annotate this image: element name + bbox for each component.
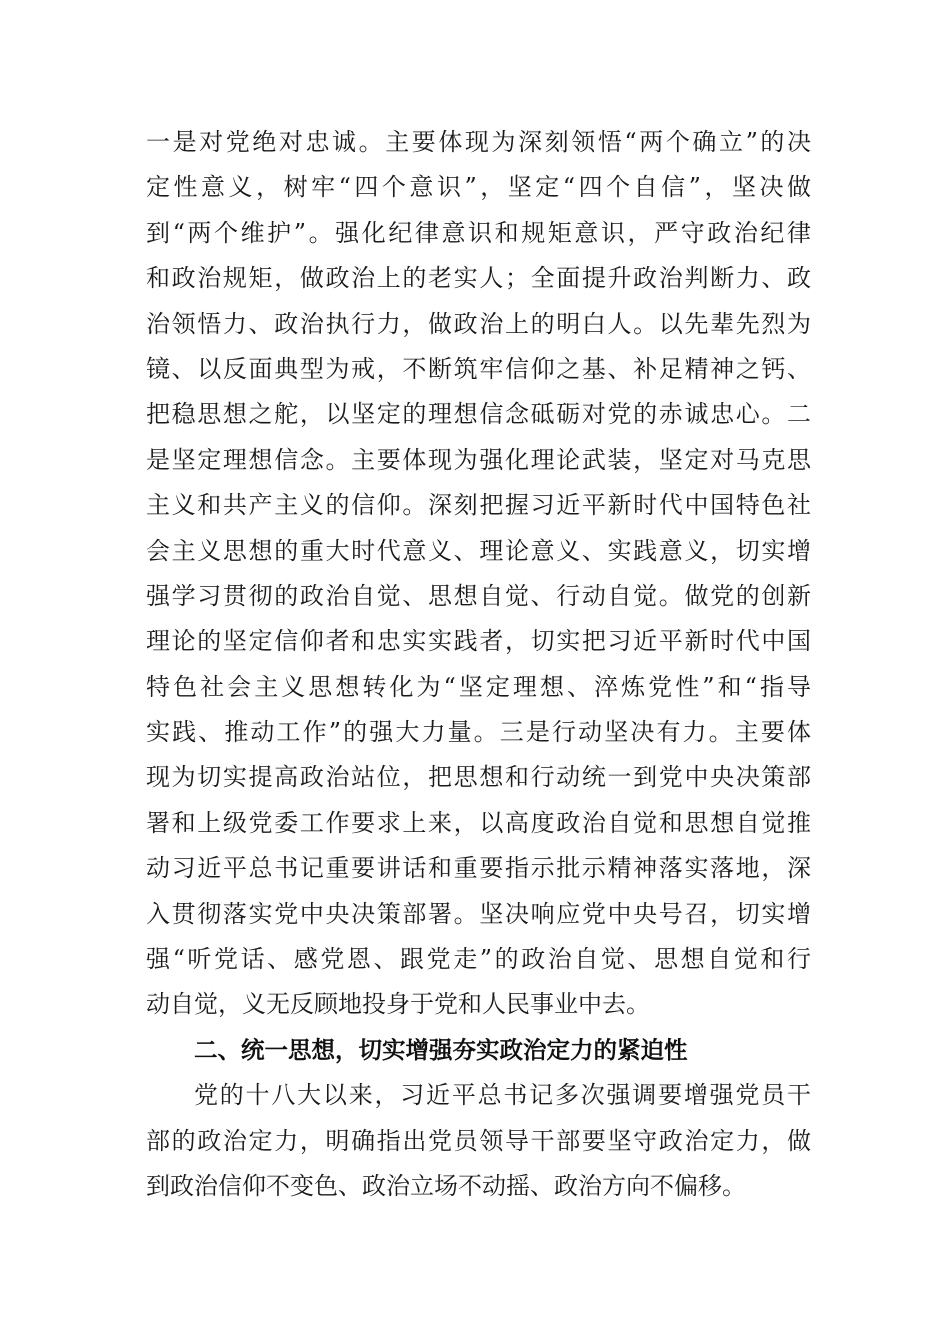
text-line: 署和上级党委工作要求上来，以高度政治自觉和思想自觉推 [146, 808, 811, 837]
text-line: 理论的坚定信仰者和忠实实践者，切实把习近平新时代中国 [146, 627, 811, 656]
text-line: 一是对党绝对忠诚。主要体现为深刻领悟“两个确立”的决 [146, 128, 811, 156]
text-line: 入贯彻落实党中央决策部署。坚决响应党中央号召，切实增 [146, 899, 811, 928]
paragraph-political-steadiness [146, 1073, 811, 1209]
paragraph-loyalty-ideals-action [146, 120, 811, 1028]
text-line: 治领悟力、政治执行力，做政治上的明白人。以先辈先烈为 [146, 309, 811, 338]
text-line: 强“听党话、感党恩、跟党走”的政治自觉、思想自觉和行 [146, 945, 811, 974]
text-line: 镜、以反面典型为戒，不断筑牢信仰之基、补足精神之钙、 [146, 354, 811, 383]
text-line: 定性意义，树牢“四个意识”，坚定“四个自信”，坚决做 [146, 173, 811, 202]
text-line: 现为切实提高政治站位，把思想和行动统一到党中央决策部 [146, 763, 811, 792]
text-line: 到政治信仰不变色、政治立场不动摇、政治方向不偏移。 [146, 1171, 746, 1200]
text-line: 把稳思想之舵，以坚定的理想信念砥砺对党的赤诚忠心。二 [146, 400, 811, 429]
text-line: 党的十八大以来，习近平总书记多次强调要增强党员干 [194, 1081, 811, 1110]
text-line: 会主义思想的重大时代意义、理论意义、实践意义，切实增 [146, 536, 811, 565]
section-heading: 二、统一思想，切实增强夯实政治定力的紧迫性 [194, 1035, 688, 1064]
text-line: 强学习贯彻的政治自觉、思想自觉、行动自觉。做党的创新 [146, 581, 811, 610]
text-line: 主义和共产主义的信仰。深刻把握习近平新时代中国特色社 [146, 491, 811, 520]
body-text [146, 120, 811, 1209]
text-line: 到“两个维护”。强化纪律意识和规矩意识，严守政治纪律 [146, 218, 811, 247]
text-line: 部的政治定力，明确指出党员领导干部要坚守政治定力，做 [146, 1126, 811, 1155]
text-line: 是坚定理想信念。主要体现为强化理论武装，坚定对马克思 [146, 445, 811, 474]
text-line: 特色社会主义思想转化为“坚定理想、淬炼党性”和“指导 [146, 672, 811, 701]
text-line: 和政治规矩，做政治上的老实人；全面提升政治判断力、政 [146, 264, 811, 293]
text-line: 动自觉，义无反顾地投身于党和人民事业中去。 [146, 990, 650, 1019]
text-line: 实践、推动工作”的强大力量。三是行动坚决有力。主要体 [146, 718, 811, 747]
text-line: 动习近平总书记重要讲话和重要指示批示精神落实落地，深 [146, 854, 811, 883]
